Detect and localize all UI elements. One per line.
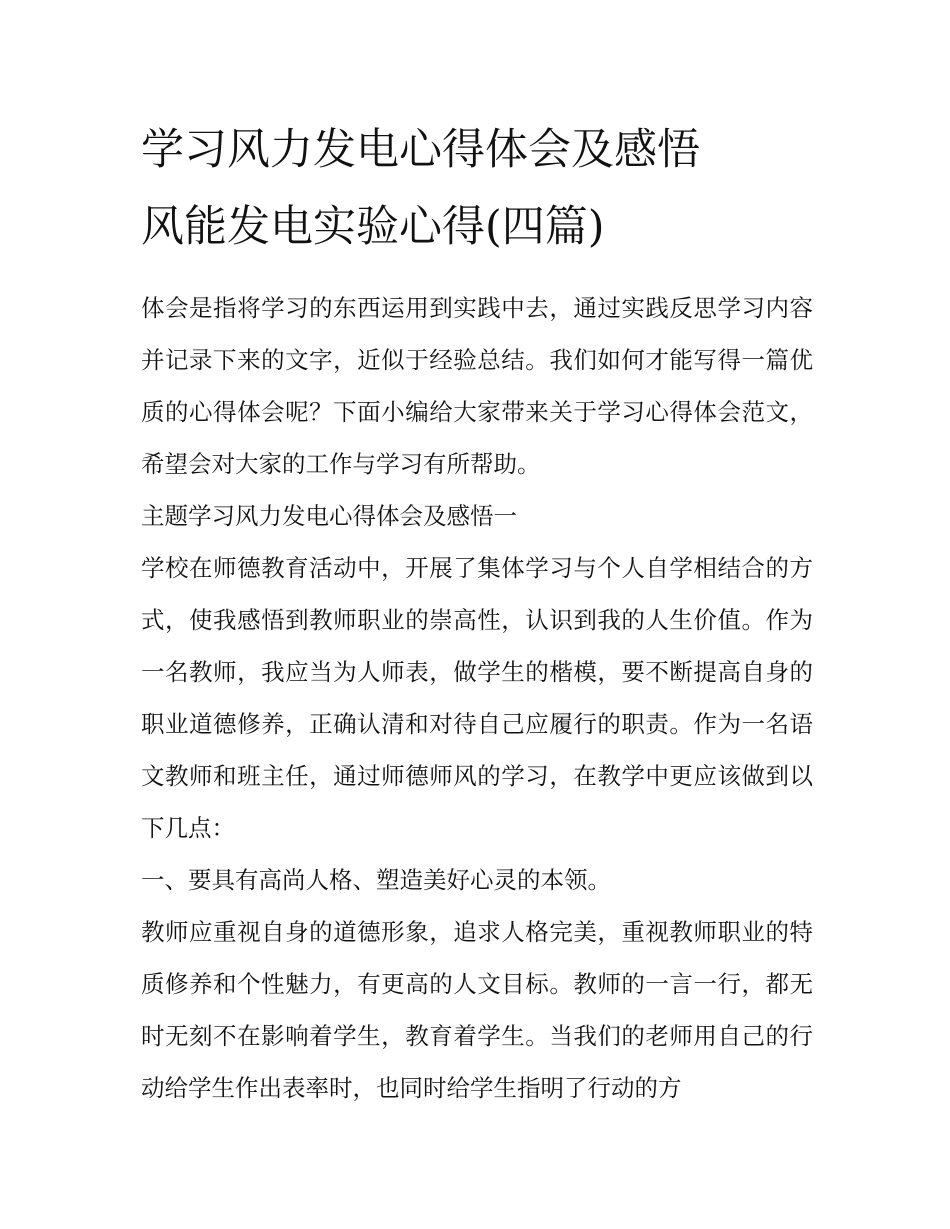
document-body <box>141 282 813 1114</box>
document-page <box>141 112 813 1114</box>
section-title: 主题学习风力发电心得体会及感悟一 <box>141 502 517 530</box>
document-title <box>141 112 813 266</box>
title-line-2: 风能发电实验心得(四篇) <box>141 202 605 252</box>
body-paragraph-1: 学校在师德教育活动中，开展了集体学习与个人自学相结合的方式，使我感悟到教师职业的崇高性，认识到我的人生价值。作为一名教师，我应当为人师表，做学生的楷模，要不断提高自身的职业道德修养，正确认清和对待自己应履行的职责。作为一名语文教师和班主任，通过师德师风的学习，在教学中更应该做到以下几点： <box>141 554 813 842</box>
body-paragraph-2: 教师应重视自身的道德形象，追求人格完美，重视教师职业的特质修养和个性魅力，有更高的人文目标。教师的一言一行，都无时无刻不在影响着学生，教育着学生。当我们的老师用自己的行动给学生作出表率时，也同时给学生指明了行动的方 <box>141 918 813 1102</box>
title-line-1: 学习风力发电心得体会及感悟 <box>141 125 700 175</box>
intro-paragraph: 体会是指将学习的东西运用到实践中去，通过实践反思学习内容并记录下来的文字，近似于经验总结。我们如何才能写得一篇优质的心得体会呢？下面小编给大家带来关于学习心得体会范文，希望会对大家的工作与学习有所帮助。 <box>141 294 813 478</box>
point-heading-1: 一、要具有高尚人格、塑造美好心灵的本领。 <box>141 866 611 894</box>
